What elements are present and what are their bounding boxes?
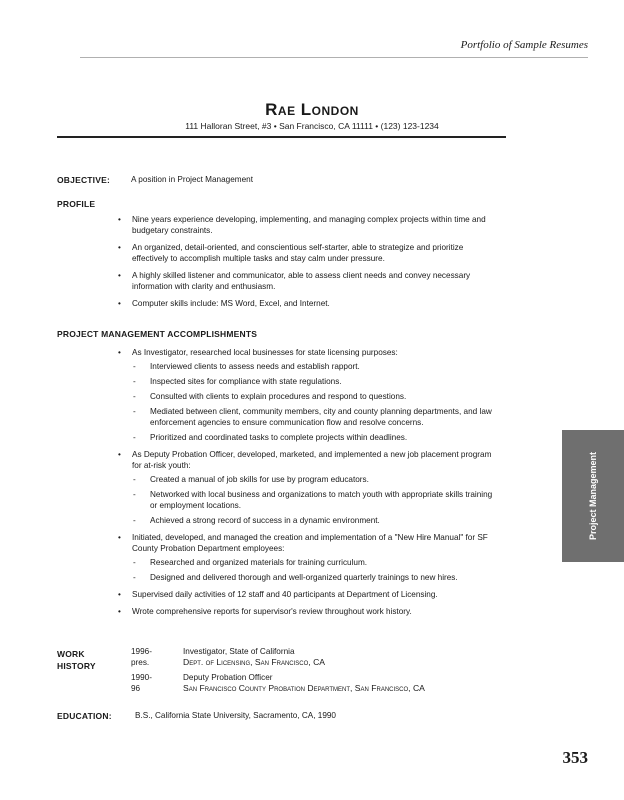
work-history-label xyxy=(57,648,96,672)
accomplishments-list xyxy=(117,347,495,617)
work-history-employer: San Francisco County Probation Department, San Francisco, CA xyxy=(183,683,425,693)
work-history-employer: Dept. of Licensing, San Francisco, CA xyxy=(183,657,326,667)
accomplishment-sublist xyxy=(132,474,495,526)
accomplishment-text: As Investigator, researched local businesses for state licensing purposes: xyxy=(132,348,398,357)
objective-text: A position in Project Management xyxy=(131,175,253,184)
work-history-label-line2: HISTORY xyxy=(57,661,96,671)
accomplishment-subitem: - Inspected sites for compliance with state regulations. xyxy=(132,376,495,387)
profile-item: • Nine years experience developing, implementing, and managing complex projects within time and budgetary constraints. xyxy=(117,214,497,236)
education-text: B.S., California State University, Sacramento, CA, 1990 xyxy=(135,711,336,720)
accomplishment-item xyxy=(117,347,495,443)
profile-list xyxy=(117,214,497,309)
page-number: 353 xyxy=(562,748,588,767)
work-history-title: Investigator, State of California xyxy=(183,647,295,656)
accomplishment-subitem: - Prioritized and coordinated tasks to complete projects within deadlines. xyxy=(132,432,495,443)
profile-item: • A highly skilled listener and communicator, able to assess client needs and convey necessary information with clarity and enthusiasm. xyxy=(117,270,497,292)
work-history-label-line1: WORK xyxy=(57,649,85,659)
accomplishment-subitem: - Designed and delivered thorough and well-organized quarterly trainings to new hires. xyxy=(132,572,495,583)
accomplishment-item xyxy=(117,589,495,600)
accomplishment-text: Wrote comprehensive reports for supervisor's review throughout work history. xyxy=(132,607,412,616)
accomplishment-subitem: - Networked with local business and organizations to match youth with appropriate skills training or employment locations. xyxy=(132,489,495,511)
accomplishments-section xyxy=(117,347,495,623)
side-tab-label: Project Management xyxy=(588,451,598,541)
accomplishment-subitem: - Consulted with clients to explain procedures and respond to questions. xyxy=(132,391,495,402)
profile-label: PROFILE xyxy=(57,199,96,209)
work-history-years: 1990-96 xyxy=(131,673,152,693)
accomplishment-subitem: - Mediated between client, community members, city and county planning departments, and law enforcement agencies to ensure communication flow and resolve concerns. xyxy=(132,406,495,428)
accomplishment-sublist xyxy=(132,361,495,443)
accomplishment-subitem: - Achieved a strong record of success in a dynamic environment. xyxy=(132,515,495,526)
objective-label: OBJECTIVE: xyxy=(57,175,111,185)
accomplishment-item xyxy=(117,606,495,617)
profile-item: • Computer skills include: MS Word, Excel, and Internet. xyxy=(117,298,497,309)
accomplishment-subitem: - Researched and organized materials for training curriculum. xyxy=(132,557,495,568)
accomplishment-sublist xyxy=(132,557,495,583)
name-divider xyxy=(57,136,506,138)
accomplishment-text: Supervised daily activities of 12 staff and 40 participants at Department of Licensing. xyxy=(132,590,438,599)
accomplishment-text: As Deputy Probation Officer, developed, marketed, and implemented a new job placement program for at-risk youth: xyxy=(132,450,492,470)
education-label: EDUCATION: xyxy=(57,711,112,721)
resume-address: 111 Halloran Street, #3 • San Francisco, CA 11111 • (123) 123-1234 xyxy=(185,121,439,131)
profile-section xyxy=(117,214,497,315)
running-header-title: Portfolio of Sample Resumes xyxy=(460,39,588,51)
accomplishment-item xyxy=(117,449,495,526)
accomplishment-text: Initiated, developed, and managed the creation and implementation of a "New Hire Manual" for SF County Probation Department employees: xyxy=(132,533,488,553)
resume-name: Rae London xyxy=(265,100,359,119)
work-history-years: 1996-pres. xyxy=(131,647,152,667)
accomplishment-subitem: - Created a manual of job skills for use by program educators. xyxy=(132,474,495,485)
accomplishment-subitem: - Interviewed clients to assess needs and establish rapport. xyxy=(132,361,495,372)
side-tab xyxy=(562,430,624,562)
accomplishments-label: PROJECT MANAGEMENT ACCOMPLISHMENTS xyxy=(57,329,258,339)
accomplishment-item xyxy=(117,532,495,583)
header-divider xyxy=(80,57,588,58)
work-history-title: Deputy Probation Officer xyxy=(183,673,273,682)
profile-item: • An organized, detail-oriented, and conscientious self-starter, able to strategize and prioritize effectively to accomplish multiple tasks and stay calm under pressure. xyxy=(117,242,497,264)
